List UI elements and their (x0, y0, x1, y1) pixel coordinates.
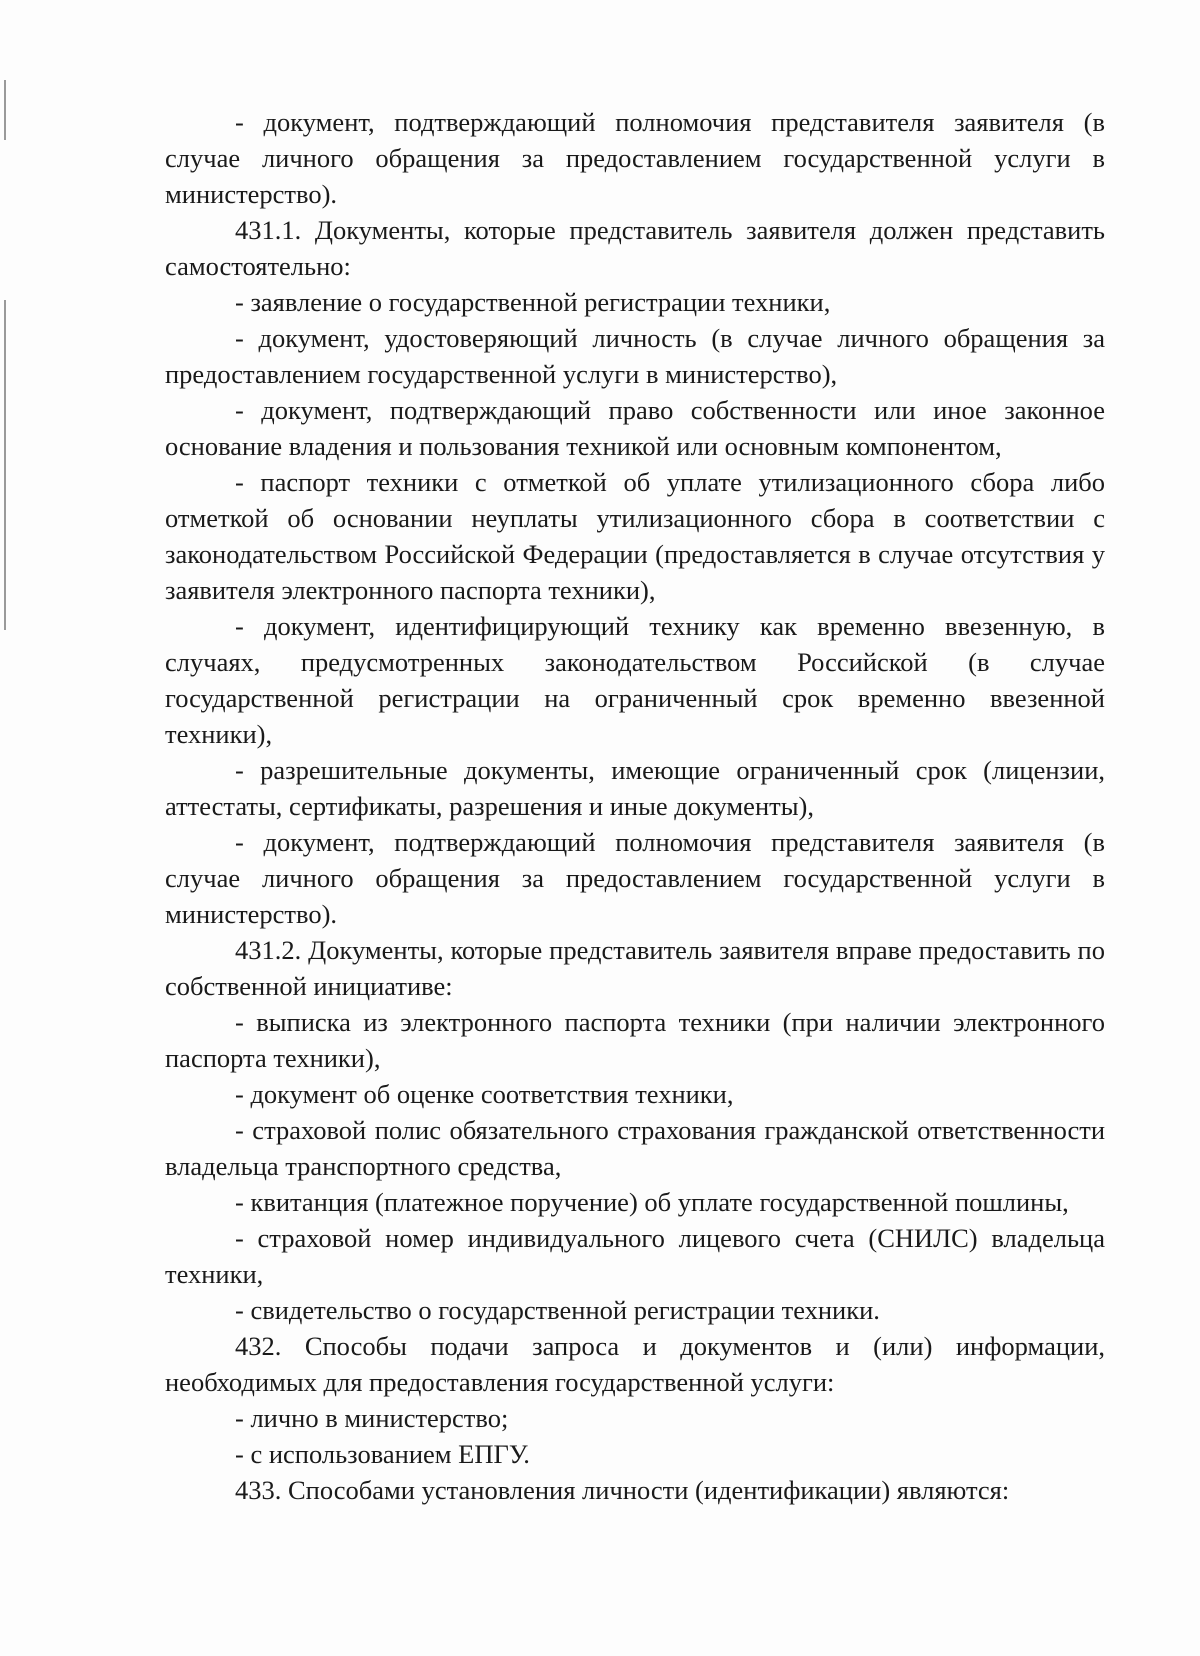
list-item: - документ об оценке соответствия техники, (235, 1079, 734, 1109)
paragraph: - документ, подтверждающий полномочия представителя заявителя (в случае личного обращения за предоставлением государственной услуги в министерство). (165, 107, 1105, 209)
list-item: - заявление о государственной регистрации техники, (235, 287, 831, 317)
section-heading-431-2: 431.2. Документы, которые представитель заявителя вправе предоставить по собственной инициативе: (165, 935, 1105, 1001)
list-item: - документ, удостоверяющий личность (в случае личного обращения за предоставлением государственной услуги в министерство), (165, 323, 1105, 389)
list-item: - с использованием ЕПГУ. (235, 1439, 530, 1469)
scan-edge-mark (4, 80, 6, 140)
section-heading-433: 433. Способами установления личности (идентификации) являются: (235, 1475, 1010, 1505)
list-item: - квитанция (платежное поручение) об уплате государственной пошлины, (235, 1187, 1069, 1217)
list-item: - разрешительные документы, имеющие ограниченный срок (лицензии, аттестаты, сертификаты, разрешения и иные документы), (165, 755, 1105, 821)
list-item: - документ, идентифицирующий технику как временно ввезенную, в случаях, предусмотренных законодательством Российской (в случае государственной регистрации на ограниченный срок временно ввезенной техники), (165, 611, 1105, 749)
list-item: - выписка из электронного паспорта техники (при наличии электронного паспорта техники), (165, 1007, 1105, 1073)
list-item: - страховой номер индивидуального лицевого счета (СНИЛС) владельца техники, (165, 1223, 1105, 1289)
list-item: - паспорт техники с отметкой об уплате утилизационного сбора либо отметкой об основании неуплаты утилизационного сбора в соответствии с законодательством Российской Федерации (предоставляется в случае отсутствия у заявителя электронного паспорта техники), (165, 467, 1105, 605)
document-body (165, 104, 1105, 1508)
section-heading-432: 432. Способы подачи запроса и документов и (или) информации, необходимых для предоставления государственной услуги: (165, 1331, 1105, 1397)
list-item: - свидетельство о государственной регистрации техники. (235, 1295, 880, 1325)
list-item: - документ, подтверждающий полномочия представителя заявителя (в случае личного обращения за предоставлением государственной услуги в министерство). (165, 827, 1105, 929)
list-item: - документ, подтверждающий право собственности или иное законное основание владения и пользования техникой или основным компонентом, (165, 395, 1105, 461)
list-item: - страховой полис обязательного страхования гражданской ответственности владельца транспортного средства, (165, 1115, 1105, 1181)
section-heading-431-1: 431.1. Документы, которые представитель заявителя должен представить самостоятельно: (165, 215, 1105, 281)
list-item: - лично в министерство; (235, 1403, 509, 1433)
scan-edge-mark (4, 300, 6, 630)
